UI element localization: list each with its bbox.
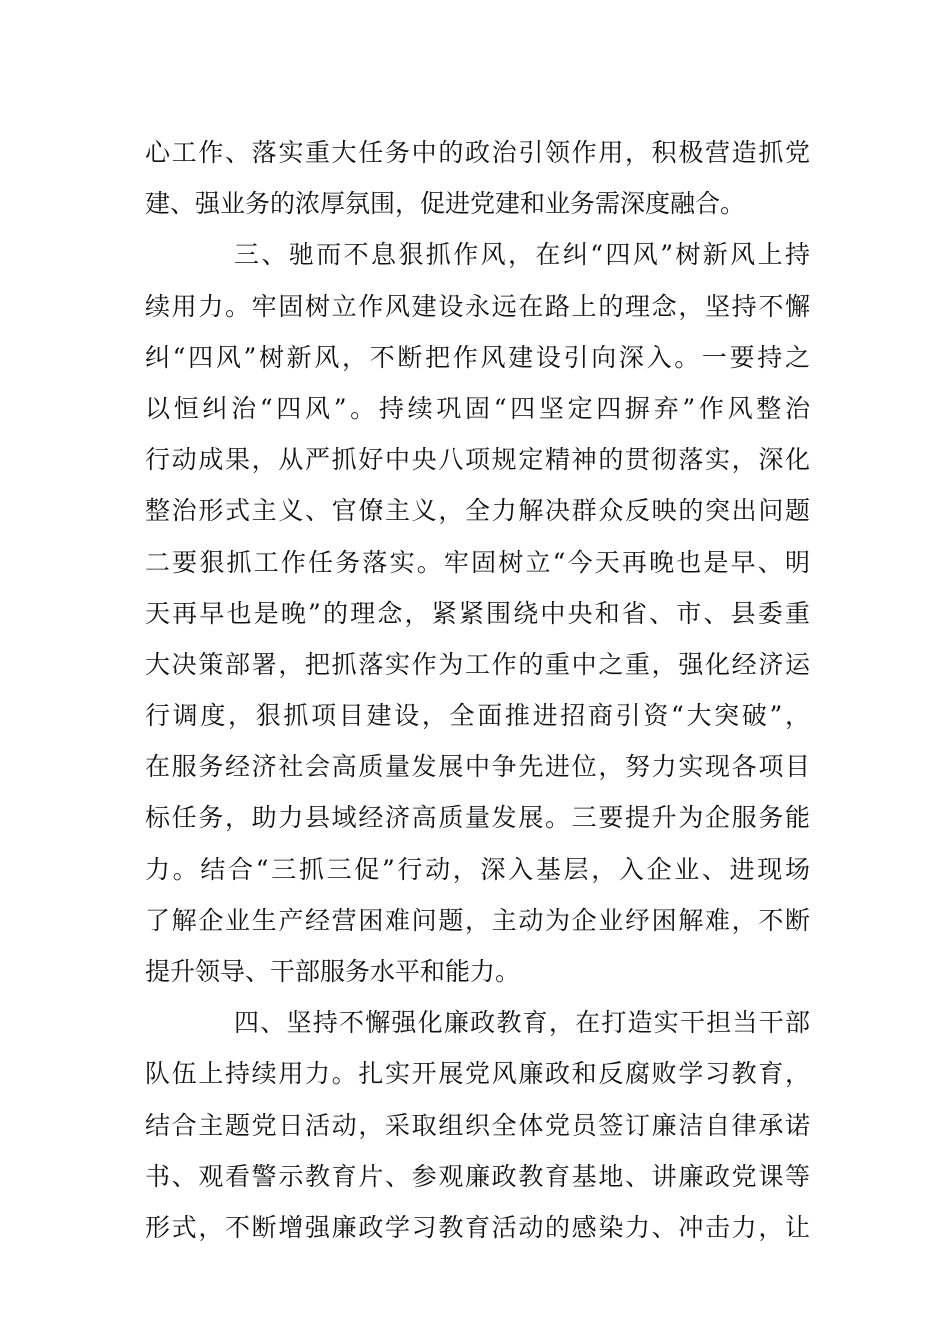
- section-heading-line: 三、驰而不息狠抓作风，在纠“四风”树新风上持: [234, 240, 810, 270]
- text-line: 提升领导、干部服务水平和能力。: [145, 957, 521, 986]
- text-line: 形式，不断增强廉政学习教育活动的感染力、冲击力，让: [145, 1212, 810, 1242]
- text-line: 建、强业务的浓厚氛围，促进党建和业务需深度融合。: [145, 189, 746, 219]
- text-line: 标任务，助力县域经济高质量发展。三要提升为企服务能: [145, 803, 810, 833]
- text-line: 书、观看警示教育片、参观廉政教育基地、讲廉政党课等: [145, 1161, 810, 1191]
- text-line: 在服务经济社会高质量发展中争先进位，努力实现各项目: [145, 752, 810, 782]
- body-text: [145, 127, 810, 1253]
- text-line: 整治形式主义、官僚主义，全力解决群众反映的突出问题: [145, 496, 810, 526]
- text-line: 大决策部署，把抓落实作为工作的重中之重，强化经济运: [145, 649, 810, 679]
- text-line: 队伍上持续用力。扎实开展党风廉政和反腐败学习教育，: [145, 1059, 810, 1089]
- section-heading-line: 四、坚持不懈强化廉政教育，在打造实干担当干部: [234, 1008, 810, 1038]
- text-line: 心工作、落实重大任务中的政治引领作用，积极营造抓党: [145, 138, 810, 167]
- text-line: 了解企业生产经营困难问题，主动为企业纾困解难，不断: [145, 905, 810, 935]
- text-line: 天再早也是晚”的理念，紧紧围绕中央和省、市、县委重: [145, 598, 810, 628]
- text-line: 行调度，狠抓项目建设，全面推进招商引资“大突破”，: [145, 701, 810, 731]
- text-line: 以恒纠治“四风”。持续巩固“四坚定四摒弃”作风整治: [145, 393, 810, 423]
- text-line: 行动成果，从严抓好中央八项规定精神的贯彻落实，深化: [145, 445, 810, 475]
- text-line: 力。结合“三抓三促”行动，深入基层，入企业、进现场: [145, 854, 810, 884]
- text-line: 二要狠抓工作任务落实。牢固树立“今天再晚也是早、明: [145, 547, 810, 577]
- text-line: 纠“四风”树新风，不断把作风建设引向深入。一要持之: [145, 342, 810, 372]
- text-line: 结合主题党日活动，采取组织全体党员签订廉洁自律承诺: [145, 1110, 810, 1140]
- text-line: 续用力。牢固树立作风建设永远在路上的理念，坚持不懈: [145, 291, 810, 321]
